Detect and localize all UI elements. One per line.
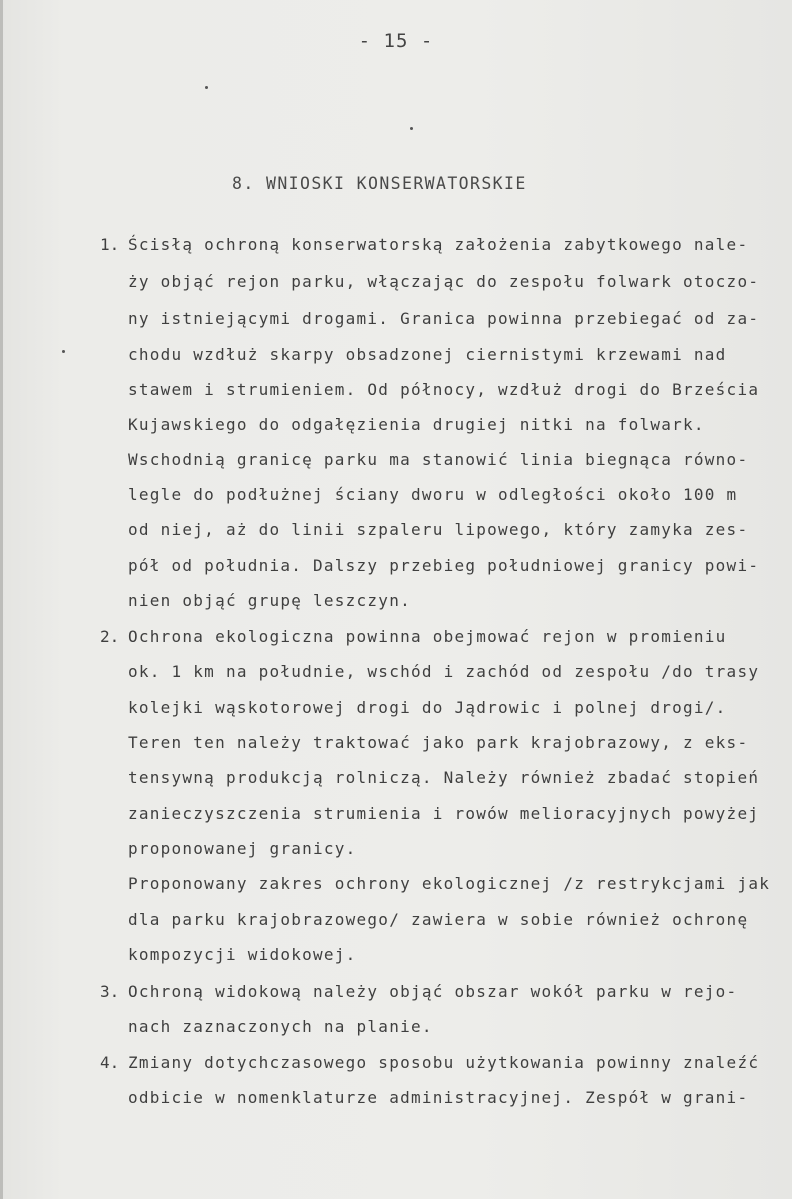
text-line: nach zaznaczonych na planie. — [128, 1017, 433, 1036]
item-number: 2. — [100, 627, 120, 646]
text-line: ży objąć rejon parku, włączając do zespołu folwark otoczo- — [128, 272, 760, 291]
text-line: chodu wzdłuż skarpy obsadzonej ciernistymi krzewami nad — [128, 345, 727, 364]
text-line: Zmiany dotychczasowego sposobu użytkowania powinny znaleźć — [128, 1053, 760, 1072]
text-line: Ścisłą ochroną konserwatorską założenia zabytkowego nale- — [128, 235, 749, 254]
text-line: tensywną produkcją rolniczą. Należy również zbadać stopień — [128, 768, 760, 787]
stray-mark — [410, 127, 413, 130]
text-line: odbicie w nomenklaturze administracyjnej. Zespół w grani- — [128, 1088, 749, 1107]
page-number: - 15 - — [358, 30, 434, 52]
text-line: legle do podłużnej ściany dworu w odległości około 100 m — [128, 485, 738, 504]
text-line: kompozycji widokowej. — [128, 945, 357, 964]
text-line: Ochrona ekologiczna powinna obejmować rejon w promieniu — [128, 627, 727, 646]
text-line: ny istniejącymi drogami. Granica powinna przebiegać od za- — [128, 309, 760, 328]
text-line: ok. 1 km na południe, wschód i zachód od zespołu /do trasy — [128, 662, 760, 681]
stray-mark — [205, 86, 208, 89]
item-number: 1. — [100, 235, 120, 254]
text-line: Teren ten należy traktować jako park krajobrazowy, z eks- — [128, 733, 749, 752]
text-line: Proponowany zakres ochrony ekologicznej /z restrykcjami jak — [128, 874, 771, 893]
text-line: Ochroną widokową należy objąć obszar wokół parku w rejo- — [128, 982, 738, 1001]
stray-mark — [62, 350, 65, 353]
text-line: Wschodnią granicę parku ma stanowić linia biegnąca równo- — [128, 450, 749, 469]
section-heading: 8. WNIOSKI KONSERWATORSKIE — [232, 174, 527, 193]
text-line: dla parku krajobrazowego/ zawiera w sobie również ochronę — [128, 910, 749, 929]
text-line: stawem i strumieniem. Od północy, wzdłuż drogi do Brześcia — [128, 380, 760, 399]
text-line: Kujawskiego do odgałęzienia drugiej nitki na folwark. — [128, 415, 705, 434]
text-line: od niej, aż do linii szpaleru lipowego, który zamyka zes- — [128, 520, 749, 539]
page-edge-shadow — [0, 0, 3, 1199]
text-line: kolejki wąskotorowej drogi do Jądrowic i polnej drogi/. — [128, 698, 727, 717]
text-line: nien objąć grupę leszczyn. — [128, 591, 411, 610]
item-number: 3. — [100, 982, 120, 1001]
text-line: zanieczyszczenia strumienia i rowów melioracyjnych powyżej — [128, 804, 760, 823]
text-line: pół od południa. Dalszy przebieg południowej granicy powi- — [128, 556, 760, 575]
text-line: proponowanej granicy. — [128, 839, 357, 858]
item-number: 4. — [100, 1053, 120, 1072]
